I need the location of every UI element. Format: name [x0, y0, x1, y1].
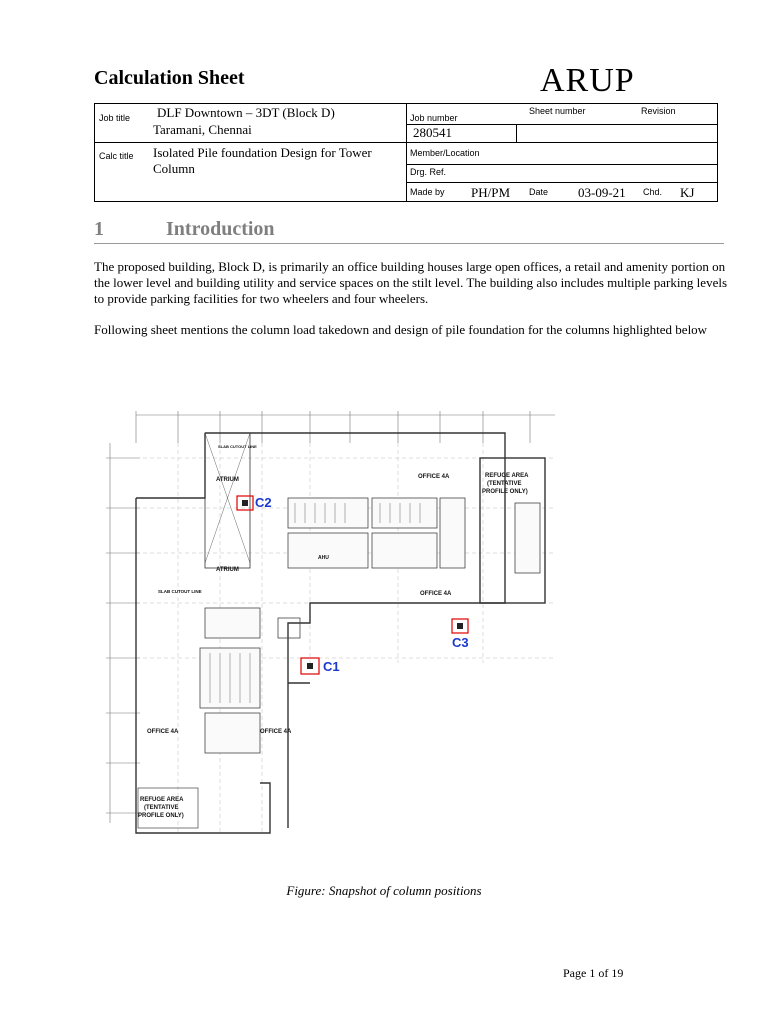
refuge-label-top-3: PROFILE ONLY) — [482, 489, 528, 495]
date-label: Date — [529, 187, 549, 197]
arup-logo: ARUP — [540, 62, 635, 99]
calc-title-value-1: Isolated Pile foundation Design for Tower — [153, 145, 372, 160]
refuge-label-bottom-1: REFUGE AREA — [140, 797, 184, 803]
followup-paragraph: Following sheet mentions the column load takedown and design of pile foundation for the columns highlighted below — [94, 322, 708, 337]
column-c1-label: C1 — [323, 659, 340, 674]
checked-value: KJ — [680, 185, 695, 200]
job-number-label: Job number — [410, 113, 458, 123]
sheet-title: Calculation Sheet — [94, 67, 245, 89]
made-by-label: Made by — [410, 187, 445, 197]
atrium-label-top: ATRIUM — [216, 477, 239, 483]
made-by-value: PH/PM — [471, 185, 511, 200]
calc-title-value-2: Column — [153, 161, 195, 176]
job-title-value: DLF Downtown – 3DT (Block D) — [157, 105, 335, 120]
refuge-label-top-1: REFUGE AREA — [485, 473, 529, 479]
refuge-label-bottom-3: PROFILE ONLY) — [138, 813, 184, 819]
member-location-label: Member/Location — [410, 148, 480, 158]
figure-caption: Figure: Snapshot of column positions — [286, 883, 482, 898]
office-label-mid: OFFICE 4A — [420, 591, 452, 597]
job-number-value: 280541 — [413, 125, 452, 140]
date-value: 03-09-21 — [578, 185, 626, 200]
office-label-top: OFFICE 4A — [418, 474, 450, 480]
calc-title-label: Calc title — [99, 151, 134, 161]
page-number: Page 1 of 19 — [563, 966, 624, 980]
column-c3-label: C3 — [452, 635, 469, 650]
floor-plan — [100, 403, 560, 848]
office-label-left: OFFICE 4A — [147, 729, 179, 735]
refuge-label-bottom-2: (TENTATIVE — [144, 805, 179, 811]
refuge-label-top-2: (TENTATIVE — [487, 481, 522, 487]
checked-label: Chd. — [643, 187, 663, 197]
section-heading — [94, 218, 275, 241]
section-number: 1 — [94, 218, 104, 240]
office-label-right: OFFICE 4A — [260, 729, 292, 735]
slab-cutout-label: SLAB CUTOUT LINE — [218, 444, 257, 449]
heading-rule — [94, 243, 724, 244]
column-c2-label: C2 — [255, 495, 272, 510]
atrium-label-bottom: ATRIUM — [216, 567, 239, 573]
header-table — [94, 103, 718, 202]
sheet-number-label: Sheet number — [529, 106, 586, 116]
job-location-value: Taramani, Chennai — [153, 122, 252, 137]
slab-cutout-line-label: SLAB CUTOUT LINE — [158, 589, 202, 594]
ahu-label: AHU — [318, 555, 329, 561]
job-title-label: Job title — [99, 113, 131, 123]
revision-label: Revision — [641, 106, 676, 116]
intro-paragraph: The proposed building, Block D, is primarily an office building houses large open offices, a retail and amenity portion on the lower level and building utility and service spaces on the stilt level. The building also includes multiple parking levels to provide parking facilities for two wheelers and four wheelers. — [94, 259, 728, 306]
drg-ref-label: Drg. Ref. — [410, 167, 447, 177]
section-title: Introduction — [166, 218, 275, 240]
